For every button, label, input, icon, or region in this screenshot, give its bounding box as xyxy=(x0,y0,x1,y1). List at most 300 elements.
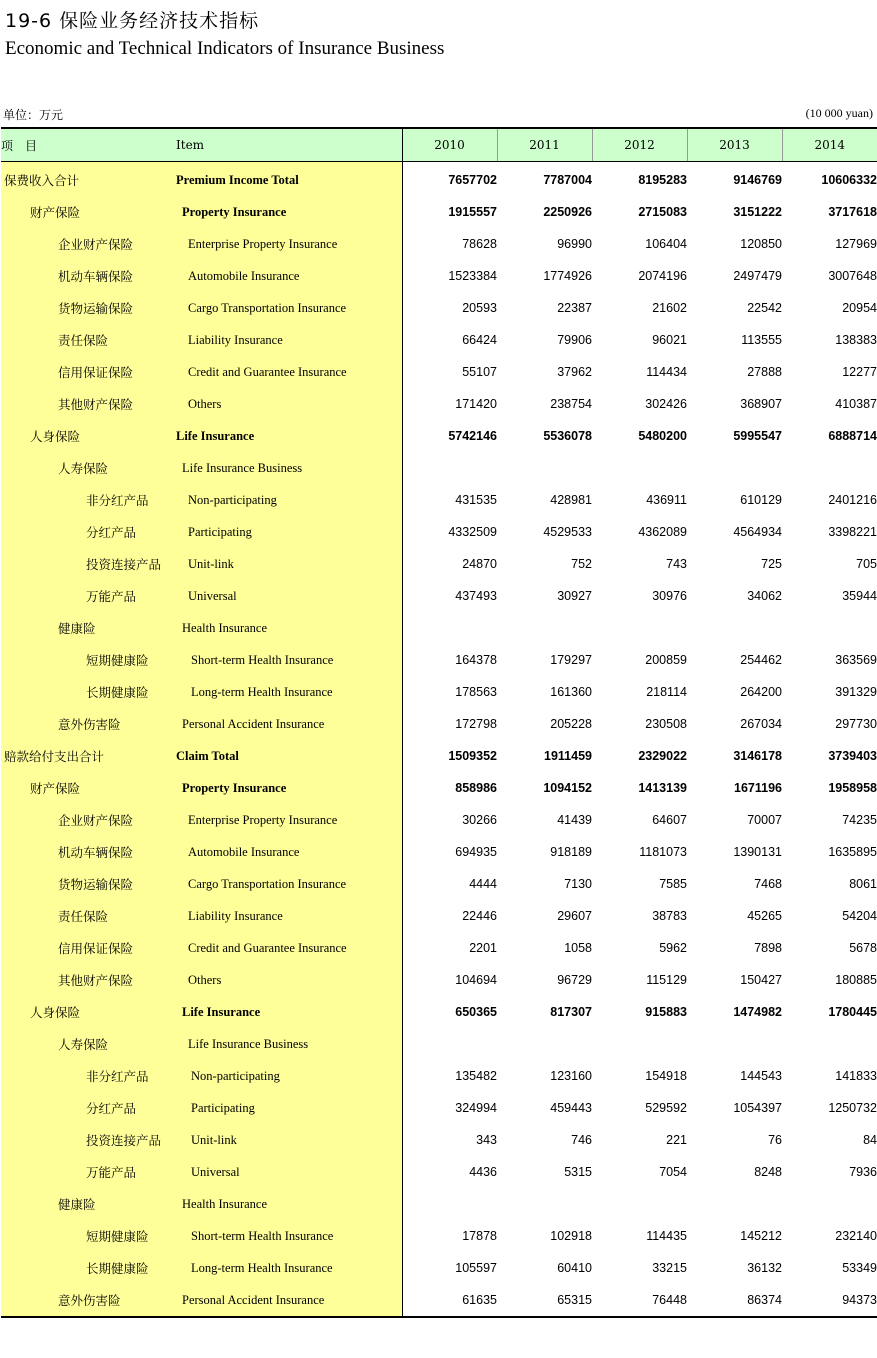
value-cell: 238754 xyxy=(550,397,592,411)
row-label-cn: 意外伤害险 xyxy=(1,1284,176,1317)
value-cell: 1413139 xyxy=(638,781,687,795)
value-cell xyxy=(592,452,687,484)
row-label-cn: 意外伤害险 xyxy=(1,708,176,740)
header-item-en: Item xyxy=(176,128,402,162)
header-year: 2010 xyxy=(402,128,497,162)
value-cell: 102918 xyxy=(550,1229,592,1243)
row-label-cn: 其他财产保险 xyxy=(1,388,176,420)
value-cell: 10606332 xyxy=(821,173,877,187)
value-cell: 705 xyxy=(856,557,877,571)
row-label-cn: 分红产品 xyxy=(1,1092,176,1124)
value-cell: 76 xyxy=(768,1133,782,1147)
row-label-en: Health Insurance xyxy=(176,612,402,644)
value-cell: 7130 xyxy=(564,877,592,891)
table-row xyxy=(1,708,877,740)
value-cell: 7936 xyxy=(849,1165,877,1179)
table-row xyxy=(1,260,877,292)
table-row xyxy=(1,900,877,932)
table-row xyxy=(1,1284,877,1317)
value-cell: 115129 xyxy=(646,973,687,987)
row-label-cn: 分红产品 xyxy=(1,516,176,548)
table-row xyxy=(1,548,877,580)
table-row xyxy=(1,740,877,772)
value-cell: 150427 xyxy=(740,973,782,987)
value-cell: 27888 xyxy=(747,365,782,379)
value-cell: 24870 xyxy=(402,548,497,580)
value-cell xyxy=(592,1188,687,1220)
value-cell: 1390131 xyxy=(733,845,782,859)
value-cell: 918189 xyxy=(550,845,592,859)
table-row xyxy=(1,292,877,324)
value-cell: 60410 xyxy=(557,1261,592,1275)
value-cell: 127969 xyxy=(835,237,877,251)
value-cell xyxy=(782,452,877,484)
value-cell: 725 xyxy=(761,557,782,571)
row-label-cn: 投资连接产品 xyxy=(1,1124,176,1156)
value-cell: 7468 xyxy=(754,877,782,891)
value-cell: 5678 xyxy=(849,941,877,955)
table-row xyxy=(1,868,877,900)
row-label-en: Non-participating xyxy=(176,484,402,516)
value-cell: 114434 xyxy=(646,365,687,379)
value-cell xyxy=(402,1028,497,1060)
value-cell: 2715083 xyxy=(638,205,687,219)
unit-label-cn: 单位：万元 xyxy=(3,108,64,122)
value-cell: 529592 xyxy=(645,1101,687,1115)
row-label-cn: 其他财产保险 xyxy=(1,964,176,996)
row-label-cn: 企业财产保险 xyxy=(1,804,176,836)
table-row xyxy=(1,964,877,996)
row-label-cn: 万能产品 xyxy=(1,1156,176,1188)
row-label-en: Cargo Transportation Insurance xyxy=(176,292,402,324)
row-label-en: Long-term Health Insurance xyxy=(176,676,402,708)
row-label-cn: 机动车辆保险 xyxy=(1,260,176,292)
value-cell: 2497479 xyxy=(733,269,782,283)
row-label-cn: 人寿保险 xyxy=(1,1028,176,1060)
row-label-en: Others xyxy=(176,964,402,996)
value-cell: 70007 xyxy=(747,813,782,827)
table-row xyxy=(1,1124,877,1156)
value-cell: 368907 xyxy=(740,397,782,411)
row-label-en: Personal Accident Insurance xyxy=(176,1284,402,1317)
value-cell: 431535 xyxy=(402,484,497,516)
row-label-en: Claim Total xyxy=(176,740,402,772)
table-row xyxy=(1,1252,877,1284)
value-cell: 858986 xyxy=(402,772,497,804)
value-cell xyxy=(497,612,592,644)
value-cell: 436911 xyxy=(646,493,687,507)
value-cell: 230508 xyxy=(645,717,687,731)
value-cell: 1474982 xyxy=(733,1005,782,1019)
value-cell: 84 xyxy=(863,1133,877,1147)
value-cell: 302426 xyxy=(645,397,687,411)
row-label-cn: 健康险 xyxy=(1,612,176,644)
row-label-cn: 短期健康险 xyxy=(1,1220,176,1252)
table-body xyxy=(1,162,877,1318)
value-cell: 161360 xyxy=(550,685,592,699)
header-item-cn: 项 目 xyxy=(1,128,176,162)
row-label-cn: 人身保险 xyxy=(1,996,176,1028)
value-cell xyxy=(402,1188,497,1220)
value-cell: 5315 xyxy=(564,1165,592,1179)
table-row xyxy=(1,452,877,484)
value-cell: 64607 xyxy=(652,813,687,827)
value-cell: 1780445 xyxy=(828,1005,877,1019)
value-cell: 1058 xyxy=(564,941,592,955)
row-label-cn: 赔款给付支出合计 xyxy=(1,740,176,772)
value-cell: 1094152 xyxy=(543,781,592,795)
value-cell: 104694 xyxy=(402,964,497,996)
value-cell: 178563 xyxy=(402,676,497,708)
table-row xyxy=(1,1220,877,1252)
value-cell xyxy=(687,1028,782,1060)
row-label-cn: 财产保险 xyxy=(1,772,176,804)
value-cell: 267034 xyxy=(740,717,782,731)
value-cell: 8248 xyxy=(754,1165,782,1179)
header-year: 2014 xyxy=(782,128,877,162)
value-cell: 45265 xyxy=(747,909,782,923)
value-cell: 54204 xyxy=(842,909,877,923)
row-label-en: Liability Insurance xyxy=(176,900,402,932)
value-cell xyxy=(497,1188,592,1220)
row-label-en: Short-term Health Insurance xyxy=(176,1220,402,1252)
value-cell: 96990 xyxy=(557,237,592,251)
row-label-en: Property Insurance xyxy=(176,196,402,228)
value-cell: 437493 xyxy=(402,580,497,612)
row-label-en: Short-term Health Insurance xyxy=(176,644,402,676)
table-title-cn: 19-6 保险业务经济技术指标 xyxy=(5,10,260,32)
value-cell: 1958958 xyxy=(828,781,877,795)
value-cell xyxy=(782,612,877,644)
value-cell: 78628 xyxy=(402,228,497,260)
row-label-cn: 投资连接产品 xyxy=(1,548,176,580)
value-cell xyxy=(402,612,497,644)
table-row xyxy=(1,580,877,612)
table-row xyxy=(1,932,877,964)
value-cell: 30266 xyxy=(402,804,497,836)
value-cell: 20954 xyxy=(842,301,877,315)
value-cell: 610129 xyxy=(740,493,782,507)
value-cell: 30976 xyxy=(652,589,687,603)
row-label-en: Enterprise Property Insurance xyxy=(176,804,402,836)
value-cell xyxy=(782,1028,877,1060)
value-cell: 94373 xyxy=(782,1284,877,1317)
value-cell: 154918 xyxy=(645,1069,687,1083)
value-cell: 1635895 xyxy=(828,845,877,859)
table-row xyxy=(1,1156,877,1188)
row-label-en: Personal Accident Insurance xyxy=(176,708,402,740)
row-label-cn: 信用保证保险 xyxy=(1,356,176,388)
header-year: 2012 xyxy=(592,128,687,162)
row-label-cn: 非分红产品 xyxy=(1,484,176,516)
row-label-en: Premium Income Total xyxy=(176,162,402,197)
table-row xyxy=(1,516,877,548)
value-cell: 105597 xyxy=(402,1252,497,1284)
row-label-en: Life Insurance Business xyxy=(176,452,402,484)
value-cell xyxy=(497,452,592,484)
value-cell: 459443 xyxy=(550,1101,592,1115)
row-label-en: Automobile Insurance xyxy=(176,260,402,292)
value-cell: 34062 xyxy=(747,589,782,603)
value-cell: 218114 xyxy=(646,685,687,699)
header-year: 2011 xyxy=(497,128,592,162)
value-cell: 171420 xyxy=(402,388,497,420)
value-cell: 96021 xyxy=(652,333,687,347)
value-cell: 1181073 xyxy=(639,845,687,859)
table-row xyxy=(1,1188,877,1220)
row-label-en: Automobile Insurance xyxy=(176,836,402,868)
table-row xyxy=(1,612,877,644)
row-label-cn: 财产保险 xyxy=(1,196,176,228)
value-cell: 36132 xyxy=(747,1261,782,1275)
value-cell: 817307 xyxy=(550,1005,592,1019)
value-cell: 7657702 xyxy=(402,162,497,197)
row-label-en: Participating xyxy=(176,1092,402,1124)
value-cell: 8061 xyxy=(849,877,877,891)
value-cell: 3398221 xyxy=(828,525,877,539)
value-cell: 1774926 xyxy=(543,269,592,283)
table-row xyxy=(1,772,877,804)
value-cell: 164378 xyxy=(402,644,497,676)
value-cell: 144543 xyxy=(740,1069,782,1083)
value-cell: 22542 xyxy=(747,301,782,315)
value-cell: 55107 xyxy=(402,356,497,388)
value-cell: 5742146 xyxy=(402,420,497,452)
value-cell: 1915557 xyxy=(402,196,497,228)
row-label-en: Others xyxy=(176,388,402,420)
value-cell: 76448 xyxy=(592,1284,687,1317)
value-cell: 221 xyxy=(666,1133,687,1147)
value-cell: 915883 xyxy=(645,1005,687,1019)
row-label-en: Cargo Transportation Insurance xyxy=(176,868,402,900)
value-cell: 3739403 xyxy=(828,749,877,763)
value-cell: 4332509 xyxy=(402,516,497,548)
row-label-en: Unit-link xyxy=(176,548,402,580)
value-cell xyxy=(782,1188,877,1220)
value-cell: 138383 xyxy=(835,333,877,347)
value-cell: 743 xyxy=(666,557,687,571)
value-cell: 20593 xyxy=(402,292,497,324)
value-cell: 9146769 xyxy=(733,173,782,187)
value-cell xyxy=(687,1188,782,1220)
row-label-en: Credit and Guarantee Insurance xyxy=(176,356,402,388)
row-label-en: Universal xyxy=(176,1156,402,1188)
value-cell xyxy=(592,1028,687,1060)
value-cell: 4564934 xyxy=(733,525,782,539)
value-cell: 5962 xyxy=(659,941,687,955)
value-cell: 96729 xyxy=(557,973,592,987)
row-label-en: Property Insurance xyxy=(176,772,402,804)
row-label-en: Credit and Guarantee Insurance xyxy=(176,932,402,964)
indicators-table xyxy=(1,127,877,1318)
value-cell: 17878 xyxy=(402,1220,497,1252)
row-label-cn: 人寿保险 xyxy=(1,452,176,484)
table-row xyxy=(1,388,877,420)
value-cell: 1911459 xyxy=(544,749,592,763)
table-row xyxy=(1,804,877,836)
value-cell: 694935 xyxy=(402,836,497,868)
value-cell: 5480200 xyxy=(638,429,687,443)
value-cell: 1054397 xyxy=(733,1101,782,1115)
row-label-cn: 责任保险 xyxy=(1,324,176,356)
value-cell: 113555 xyxy=(741,333,782,347)
value-cell: 35944 xyxy=(842,589,877,603)
row-label-cn: 保费收入合计 xyxy=(1,162,176,197)
table-row xyxy=(1,162,877,197)
value-cell: 41439 xyxy=(557,813,592,827)
value-cell xyxy=(592,612,687,644)
value-cell: 53349 xyxy=(842,1261,877,1275)
value-cell: 114435 xyxy=(646,1229,687,1243)
value-cell: 12277 xyxy=(842,365,877,379)
value-cell: 363569 xyxy=(835,653,877,667)
value-cell: 2201 xyxy=(402,932,497,964)
value-cell: 8195283 xyxy=(638,173,687,187)
header-year: 2013 xyxy=(687,128,782,162)
value-cell: 79906 xyxy=(557,333,592,347)
value-cell: 66424 xyxy=(402,324,497,356)
value-cell: 4436 xyxy=(402,1156,497,1188)
row-label-cn: 货物运输保险 xyxy=(1,292,176,324)
value-cell: 2329022 xyxy=(638,749,687,763)
value-cell: 4444 xyxy=(402,868,497,900)
row-label-cn: 万能产品 xyxy=(1,580,176,612)
table-row xyxy=(1,196,877,228)
table-row xyxy=(1,1028,877,1060)
row-label-cn: 健康险 xyxy=(1,1188,176,1220)
value-cell: 4362089 xyxy=(638,525,687,539)
value-cell: 22446 xyxy=(402,900,497,932)
value-cell: 37962 xyxy=(557,365,592,379)
value-cell: 3007648 xyxy=(828,269,877,283)
table-row xyxy=(1,1092,877,1124)
value-cell: 3151222 xyxy=(733,205,782,219)
value-cell: 428981 xyxy=(550,493,592,507)
value-cell: 343 xyxy=(402,1124,497,1156)
row-label-cn: 短期健康险 xyxy=(1,644,176,676)
value-cell: 180885 xyxy=(835,973,877,987)
value-cell xyxy=(687,612,782,644)
table-row xyxy=(1,644,877,676)
value-cell: 141833 xyxy=(835,1069,877,1083)
value-cell: 7787004 xyxy=(543,173,592,187)
value-cell: 7898 xyxy=(754,941,782,955)
value-cell: 254462 xyxy=(740,653,782,667)
row-label-cn: 信用保证保险 xyxy=(1,932,176,964)
value-cell: 650365 xyxy=(402,996,497,1028)
row-label-en: Unit-link xyxy=(176,1124,402,1156)
value-cell: 205228 xyxy=(550,717,592,731)
value-cell: 22387 xyxy=(557,301,592,315)
row-label-en: Participating xyxy=(176,516,402,548)
value-cell: 1523384 xyxy=(402,260,497,292)
value-cell xyxy=(687,452,782,484)
value-cell: 3146178 xyxy=(733,749,782,763)
value-cell: 123160 xyxy=(550,1069,592,1083)
value-cell: 2250926 xyxy=(543,205,592,219)
table-row xyxy=(1,996,877,1028)
table-row xyxy=(1,420,877,452)
row-label-en: Life Insurance Business xyxy=(176,1028,402,1060)
value-cell: 1509352 xyxy=(402,740,497,772)
value-cell: 1671196 xyxy=(734,781,782,795)
table-row xyxy=(1,676,877,708)
value-cell: 2074196 xyxy=(638,269,687,283)
value-cell: 29607 xyxy=(557,909,592,923)
value-cell: 172798 xyxy=(402,708,497,740)
value-cell: 1250732 xyxy=(828,1101,877,1115)
value-cell: 7054 xyxy=(659,1165,687,1179)
value-cell: 297730 xyxy=(835,717,877,731)
value-cell: 4529533 xyxy=(543,525,592,539)
row-label-cn: 人身保险 xyxy=(1,420,176,452)
row-label-en: Liability Insurance xyxy=(176,324,402,356)
value-cell: 61635 xyxy=(402,1284,497,1317)
value-cell: 145212 xyxy=(740,1229,782,1243)
header-row xyxy=(1,128,877,162)
table-row xyxy=(1,484,877,516)
row-label-en: Life Insurance xyxy=(176,996,402,1028)
row-label-cn: 货物运输保险 xyxy=(1,868,176,900)
value-cell: 752 xyxy=(571,557,592,571)
value-cell: 746 xyxy=(571,1133,592,1147)
value-cell: 3717618 xyxy=(828,205,877,219)
value-cell: 86374 xyxy=(687,1284,782,1317)
value-cell: 324994 xyxy=(402,1092,497,1124)
row-label-en: Life Insurance xyxy=(176,420,402,452)
value-cell: 179297 xyxy=(550,653,592,667)
value-cell: 200859 xyxy=(645,653,687,667)
row-label-cn: 企业财产保险 xyxy=(1,228,176,260)
row-label-cn: 机动车辆保险 xyxy=(1,836,176,868)
table-title-en: Economic and Technical Indicators of Insurance Business xyxy=(5,38,445,59)
table-row xyxy=(1,228,877,260)
value-cell: 232140 xyxy=(835,1229,877,1243)
value-cell xyxy=(497,1028,592,1060)
value-cell: 120850 xyxy=(740,237,782,251)
value-cell: 5995547 xyxy=(733,429,782,443)
value-cell: 33215 xyxy=(652,1261,687,1275)
value-cell: 5536078 xyxy=(543,429,592,443)
row-label-en: Universal xyxy=(176,580,402,612)
value-cell: 391329 xyxy=(835,685,877,699)
row-label-en: Non-participating xyxy=(176,1060,402,1092)
unit-label-en: (10 000 yuan) xyxy=(805,106,873,120)
value-cell: 2401216 xyxy=(828,493,877,507)
value-cell: 106404 xyxy=(645,237,687,251)
value-cell: 74235 xyxy=(842,813,877,827)
value-cell xyxy=(402,452,497,484)
row-label-cn: 长期健康险 xyxy=(1,1252,176,1284)
value-cell: 65315 xyxy=(497,1284,592,1317)
table-row xyxy=(1,836,877,868)
value-cell: 7585 xyxy=(659,877,687,891)
table-row xyxy=(1,1060,877,1092)
table-row xyxy=(1,356,877,388)
row-label-en: Enterprise Property Insurance xyxy=(176,228,402,260)
value-cell: 410387 xyxy=(835,397,877,411)
row-label-en: Long-term Health Insurance xyxy=(176,1252,402,1284)
row-label-cn: 非分红产品 xyxy=(1,1060,176,1092)
row-label-cn: 责任保险 xyxy=(1,900,176,932)
value-cell: 135482 xyxy=(402,1060,497,1092)
value-cell: 30927 xyxy=(557,589,592,603)
value-cell: 21602 xyxy=(652,301,687,315)
table-row xyxy=(1,324,877,356)
value-cell: 38783 xyxy=(652,909,687,923)
value-cell: 6888714 xyxy=(828,429,877,443)
row-label-en: Health Insurance xyxy=(176,1188,402,1220)
